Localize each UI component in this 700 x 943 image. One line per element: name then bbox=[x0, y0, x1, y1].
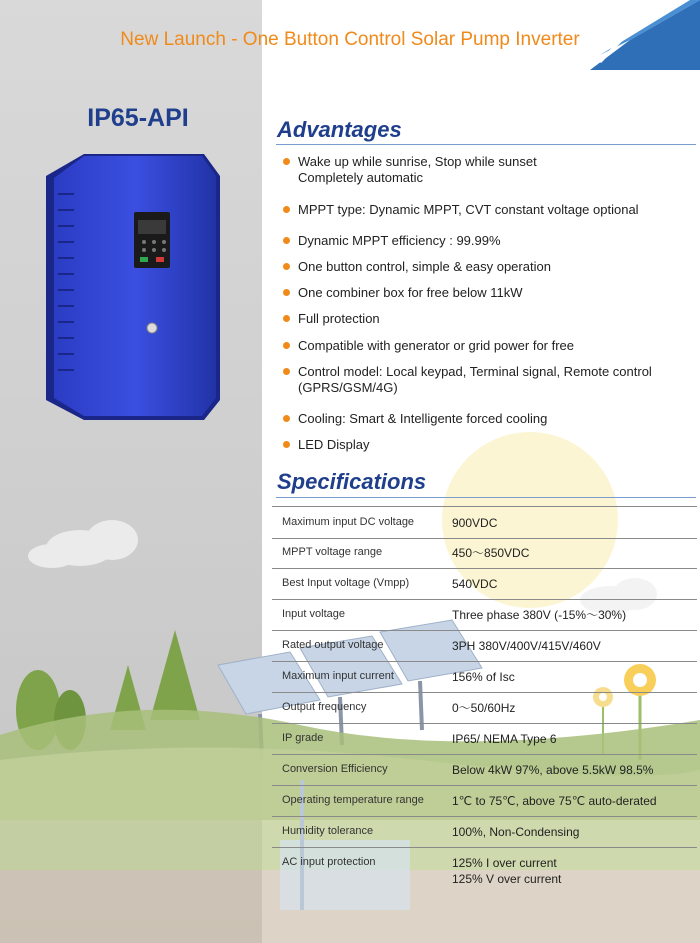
bullet-dot-icon bbox=[283, 415, 290, 422]
bullet-dot-icon bbox=[283, 289, 290, 296]
spec-value: 540VDC bbox=[452, 577, 498, 591]
spec-label: Input voltage bbox=[282, 608, 345, 620]
product-model-label: IP65-API bbox=[87, 104, 189, 132]
specifications-heading: Specifications bbox=[277, 469, 427, 494]
bullet-dot-icon bbox=[283, 441, 290, 448]
cloud-icon bbox=[28, 520, 138, 568]
spec-label: Conversion Efficiency bbox=[282, 763, 388, 775]
spec-value: IP65/ NEMA Type 6 bbox=[452, 732, 557, 746]
table-row bbox=[272, 630, 697, 662]
spec-label: Best Input voltage (Vmpp) bbox=[282, 577, 410, 589]
page-title: New Launch - One Button Control Solar Pump Inverter bbox=[120, 29, 580, 50]
spec-label: AC input protection bbox=[282, 856, 376, 868]
spec-label: Rated output voltage bbox=[282, 639, 384, 651]
table-row bbox=[272, 568, 697, 600]
spec-label: MPPT voltage range bbox=[282, 546, 383, 558]
spec-label: Output frequency bbox=[282, 701, 367, 713]
table-row bbox=[272, 847, 697, 891]
list-item: One button control, simple & easy operation bbox=[283, 259, 695, 275]
list-item: Compatible with generator or grid power for free bbox=[283, 338, 695, 354]
spec-value: 900VDC bbox=[452, 516, 498, 530]
spec-label: IP grade bbox=[282, 732, 324, 744]
table-row bbox=[272, 785, 697, 817]
spec-label: Maximum input current bbox=[282, 670, 394, 682]
bullet-dot-icon bbox=[283, 342, 290, 349]
spec-label: Maximum input DC voltage bbox=[282, 516, 415, 528]
bullet-dot-icon bbox=[283, 368, 290, 375]
spec-label: Operating temperature range bbox=[282, 794, 424, 806]
spec-label: Humidity tolerance bbox=[282, 825, 374, 837]
advantages-divider bbox=[276, 144, 696, 145]
list-item: MPPT type: Dynamic MPPT, CVT constant voltage optional bbox=[283, 202, 695, 218]
spec-value: 100%, Non-Condensing bbox=[452, 825, 580, 839]
bullet-dot-icon bbox=[283, 158, 290, 165]
spec-value: Below 4kW 97%, above 5.5kW 98.5% bbox=[452, 763, 654, 777]
list-item: Control model: Local keypad, Terminal signal, Remote control (GPRS/GSM/4G) bbox=[283, 364, 695, 396]
spec-value: Three phase 380V (-15%～30%) bbox=[452, 608, 627, 622]
spec-value: 156% of Isc bbox=[452, 670, 515, 684]
table-row bbox=[272, 537, 697, 569]
table-row bbox=[272, 816, 697, 848]
bullet-dot-icon bbox=[283, 206, 290, 213]
bullet-dot-icon bbox=[283, 315, 290, 322]
table-row bbox=[272, 661, 697, 693]
list-item: Full protection bbox=[283, 311, 695, 327]
list-item: LED Display bbox=[283, 437, 695, 453]
list-item: Wake up while sunrise, Stop while sunset Completely automatic bbox=[283, 154, 695, 186]
spec-value: 125% I over current 125% V over current bbox=[452, 856, 562, 886]
door-lock-icon bbox=[147, 323, 157, 333]
spec-value: 1℃ to 75℃, above 75℃ auto-derated bbox=[452, 794, 657, 808]
list-item: Dynamic MPPT efficiency : 99.99% bbox=[283, 233, 695, 249]
specifications-divider bbox=[276, 497, 696, 498]
bullet-dot-icon bbox=[283, 263, 290, 270]
bullet-dot-icon bbox=[283, 237, 290, 244]
list-item: Cooling: Smart & Intelligente forced cooling bbox=[283, 411, 695, 427]
advantages-heading: Advantages bbox=[277, 117, 402, 142]
table-row bbox=[272, 754, 697, 786]
spec-value: 450～850VDC bbox=[452, 546, 530, 560]
table-row bbox=[272, 599, 697, 631]
table-row bbox=[272, 506, 697, 539]
table-row bbox=[272, 692, 697, 724]
list-item: One combiner box for free below 11kW bbox=[283, 285, 695, 301]
spec-value: 0～50/60Hz bbox=[452, 701, 516, 715]
spec-value: 3PH 380V/400V/415V/460V bbox=[452, 639, 601, 653]
inverter-product-image bbox=[44, 154, 220, 420]
table-row bbox=[272, 723, 697, 755]
